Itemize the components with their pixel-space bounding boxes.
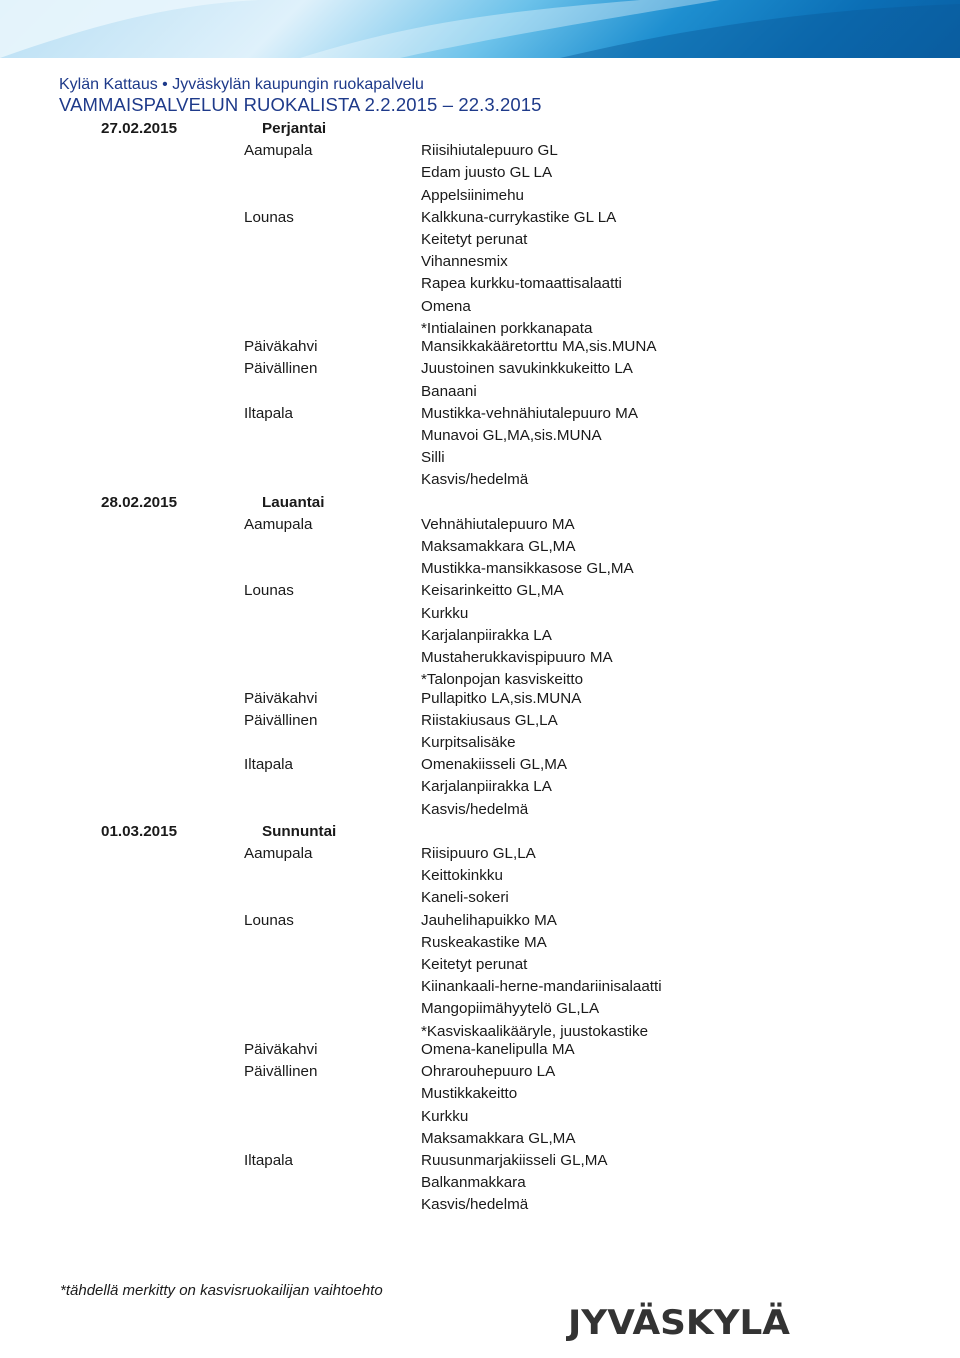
meal-name: Päiväkahvi [244,1041,318,1059]
dish-item: Vehnähiutalepuuro MA [421,515,575,533]
menu-row [0,469,960,491]
menu-title: VAMMAISPALVELUN RUOKALISTA 2.2.2015 – 22.3.2015 [59,94,542,115]
day-weekday: Perjantai [262,120,327,137]
menu-row [0,732,960,754]
meal-name: Aamupala [244,142,313,160]
dish-item: Mansikkakääretorttu MA,sis.MUNA [421,338,657,356]
menu-row [0,887,960,909]
menu-row [0,910,960,932]
menu-row [0,296,960,318]
footnote: *tähdellä merkitty on kasvisruokailijan vaihtoehto [60,1282,383,1299]
day-header [0,821,960,843]
dish-item: Balkanmakkara [421,1174,526,1192]
menu-row [0,954,960,976]
menu-row [0,1150,960,1172]
dish-item: Riisipuuro GL,LA [421,845,536,862]
logo-text: JYVÄSKYLÄ [568,1303,780,1342]
menu-row [0,1172,960,1194]
menu-row [0,1106,960,1128]
menu-row [0,447,960,469]
menu-row [0,776,960,798]
dish-item: Kasvis/hedelmä [421,1196,529,1214]
menu-row [0,229,960,251]
menu-row [0,336,960,358]
day-header [0,118,960,140]
dish-item: Kaneli-sokeri [421,889,509,907]
header-banner [0,0,960,58]
meal-name: Päiväkahvi [244,338,318,356]
day-header [0,492,960,514]
menu-row [0,318,960,337]
dish-item: Ohrarouhepuuro LA [421,1063,556,1081]
menu-row [0,603,960,625]
dish-item: Mustikka-vehnähiutalepuuro MA [421,404,638,422]
dish-item: Keitetyt perunat [421,955,528,973]
menu-row [0,998,960,1020]
dish-item: *Kasviskaalikääryle, juustokastike [421,1022,649,1040]
menu-row [0,273,960,295]
dish-item: Omenakiisseli GL,MA [421,756,568,774]
dish-item: Mustaherukkavispipuuro MA [421,648,613,666]
wave-graphic [0,0,960,58]
menu-row [0,140,960,162]
dish-item: *Talonpojan kasviskeitto [421,671,584,689]
dish-item: Kasvis/hedelmä [421,800,529,818]
menu-row [0,185,960,207]
dish-item: Vihannesmix [421,253,508,271]
menu-row [0,425,960,447]
meal-name: Aamupala [244,845,313,862]
day-weekday: Lauantai [262,493,325,511]
organization-line: Kylän Kattaus • Jyväskylän kaupungin ruokapalvelu [59,76,424,93]
dish-item: Omena [421,297,471,315]
menu-row [0,843,960,865]
dish-item: Mustikka-mansikkasose GL,MA [421,560,634,578]
menu-row [0,358,960,380]
dish-item: Kurpitsalisäke [421,734,516,752]
dish-item: Keitetyt perunat [421,230,528,248]
dish-item: Edam juusto GL LA [421,164,553,182]
meal-name: Iltapala [244,756,293,774]
dish-item: Kiinankaali-herne-mandariinisalaatti [421,978,662,996]
dish-item: Omena-kanelipulla MA [421,1041,575,1059]
dish-item: Keittokinkku [421,867,503,885]
day-date: 27.02.2015 [101,120,178,137]
day-weekday: Sunnuntai [262,822,337,840]
meal-name: Lounas [244,208,294,226]
day-date: 28.02.2015 [101,493,178,511]
meal-name: Päiväkahvi [244,689,318,707]
menu-row [0,669,960,688]
dish-item: Mangopiimähyytelö GL,LA [421,1000,600,1018]
dish-item: Maksamakkara GL,MA [421,537,576,555]
dish-item: Munavoi GL,MA,sis.MUNA [421,427,602,445]
dish-item: Kasvis/hedelmä [421,471,529,489]
menu-row [0,162,960,184]
dish-item: Ruusunmarjakiisseli GL,MA [421,1152,608,1170]
dish-item: Kurkku [421,1107,469,1125]
meal-name: Päivällinen [244,360,318,378]
meal-name: Päivällinen [244,711,318,729]
menu-row [0,754,960,776]
dish-item: Juustoinen savukinkkukeitto LA [421,360,633,378]
dish-item: Karjalanpiirakka LA [421,626,552,644]
menu-row [0,381,960,403]
dish-item: Kalkkuna-currykastike GL LA [421,208,617,226]
meal-name: Aamupala [244,515,313,533]
meal-name: Lounas [244,582,294,600]
dish-item: Jauhelihapuikko MA [421,911,557,929]
menu-row [0,1128,960,1150]
dish-item: Rapea kurkku-tomaattisalaatti [421,275,622,293]
menu-row [0,536,960,558]
menu-row [0,1194,960,1216]
dish-item: Silli [421,449,445,467]
menu-row [0,1083,960,1105]
dish-item: Kurkku [421,604,469,622]
menu-row [0,865,960,887]
menu-row [0,688,960,710]
dish-item: Banaani [421,382,477,400]
dish-item: Pullapitko LA,sis.MUNA [421,689,582,707]
menu-row [0,580,960,602]
dish-item: Mustikkakeitto [421,1085,518,1103]
menu-row [0,976,960,998]
menu-row [0,558,960,580]
menu-row [0,932,960,954]
menu-row [0,1039,960,1061]
menu-row [0,207,960,229]
menu-row [0,799,960,821]
dish-item: Ruskeakastike MA [421,933,547,951]
dish-item: Riisihiutalepuuro GL [421,142,558,160]
menu-list [0,118,960,1217]
menu-row [0,1021,960,1040]
day-date: 01.03.2015 [101,822,178,840]
meal-name: Iltapala [244,1152,293,1170]
menu-row [0,403,960,425]
menu-row [0,625,960,647]
menu-row [0,1061,960,1083]
menu-row [0,514,960,536]
dish-item: Riistakiusaus GL,LA [421,711,558,729]
menu-row [0,710,960,732]
dish-item: Appelsiinimehu [421,186,524,204]
dish-item: Maksamakkara GL,MA [421,1129,576,1147]
menu-row [0,647,960,669]
meal-name: Päivällinen [244,1063,318,1081]
dish-item: Karjalanpiirakka LA [421,778,552,796]
dish-item: Keisarinkeitto GL,MA [421,582,564,600]
meal-name: Lounas [244,911,294,929]
dish-item: *Intialainen porkkanapata [421,319,593,337]
menu-row [0,251,960,273]
meal-name: Iltapala [244,404,293,422]
jyvaskyla-logo [566,1296,792,1342]
